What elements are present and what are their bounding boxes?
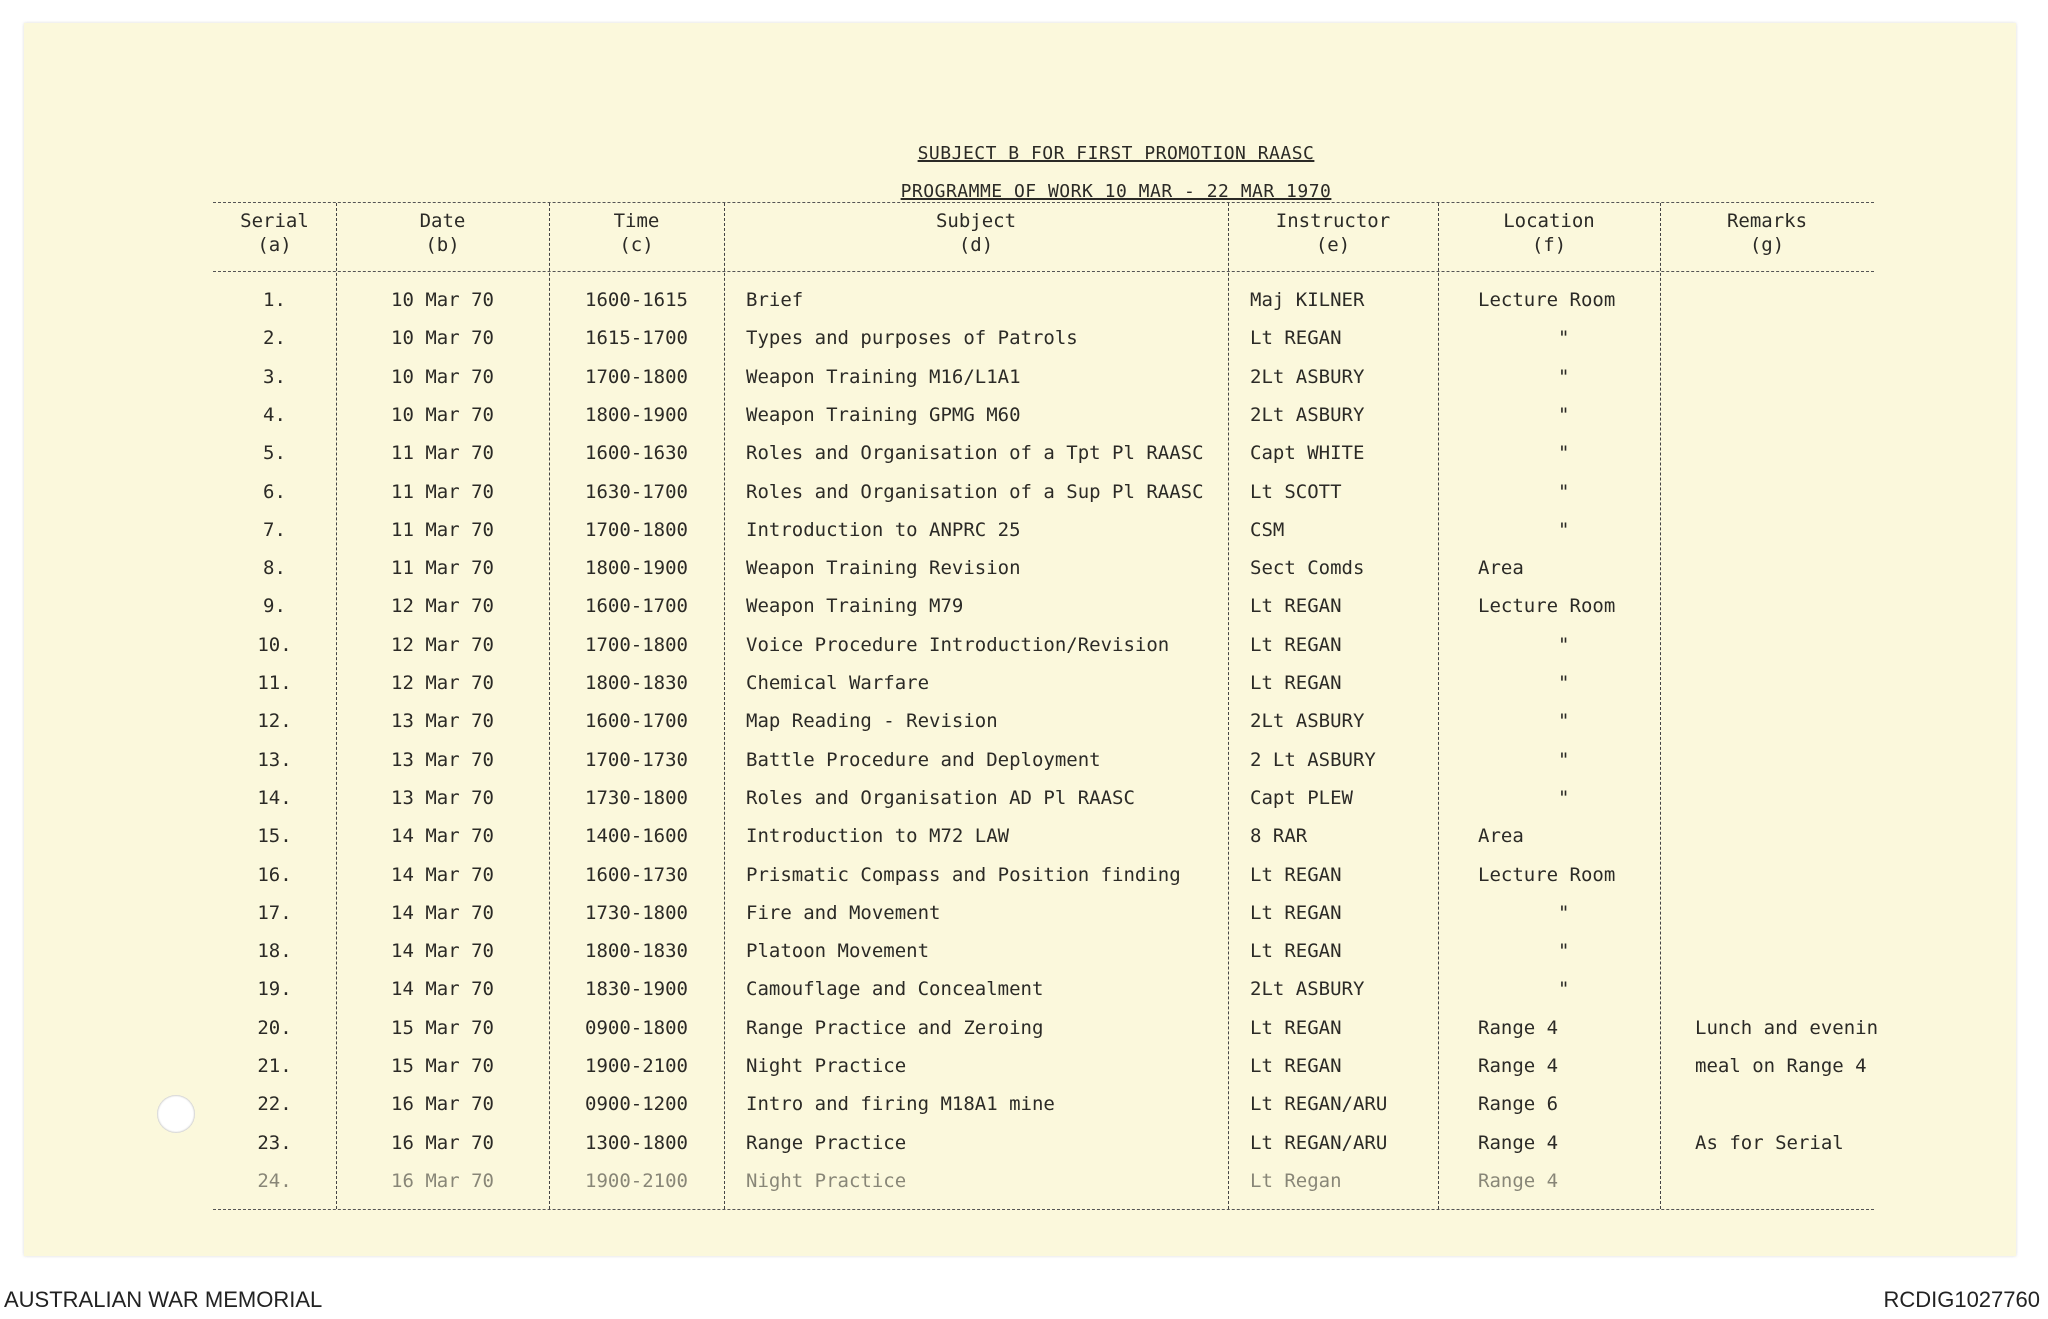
header-serial bbox=[213, 209, 336, 257]
table-row bbox=[213, 549, 1874, 587]
cell-location: Lecture Room bbox=[1478, 863, 1616, 886]
cell-location: " bbox=[1558, 327, 1570, 350]
cell-serial: 13. bbox=[257, 748, 292, 771]
cell-subject: Camouflage and Concealment bbox=[746, 978, 1044, 1001]
cell-subject: Roles and Organisation of a Tpt Pl RAASC bbox=[746, 442, 1204, 465]
cell-serial: 5. bbox=[263, 442, 286, 465]
cell-date: 14 Mar 70 bbox=[391, 940, 494, 963]
cell-serial: 18. bbox=[257, 940, 292, 963]
table-row bbox=[213, 434, 1874, 472]
cell-time: 1600-1700 bbox=[585, 595, 688, 618]
cell-location: Range 4 bbox=[1478, 1016, 1559, 1039]
header-sub: (b) bbox=[425, 234, 460, 256]
cell-subject: Night Practice bbox=[746, 1055, 907, 1077]
cell-location: " bbox=[1558, 672, 1570, 694]
cell-location: " bbox=[1558, 633, 1570, 656]
cell-subject: Roles and Organisation AD Pl RAASC bbox=[746, 786, 1135, 809]
cell-location: " bbox=[1558, 442, 1570, 465]
cell-instructor: Lt REGAN bbox=[1250, 672, 1342, 694]
cell-instructor: Capt WHITE bbox=[1250, 442, 1365, 465]
table-row bbox=[213, 1009, 1879, 1047]
document-title bbox=[120, 143, 2048, 164]
cell-location: Area bbox=[1478, 557, 1524, 580]
cell-time: 1600-1630 bbox=[585, 442, 688, 465]
header-date bbox=[336, 209, 549, 257]
table-row bbox=[213, 281, 1874, 319]
cell-serial: 24. bbox=[257, 1169, 292, 1192]
header-label: Remarks bbox=[1726, 210, 1808, 232]
cell-instructor: Lt REGAN bbox=[1250, 1055, 1342, 1077]
cell-subject: Roles and Organisation of a Sup Pl RAASC bbox=[746, 480, 1204, 503]
table-row bbox=[213, 856, 1874, 894]
cell-subject: Platoon Movement bbox=[746, 940, 930, 963]
table-row bbox=[213, 970, 1874, 1008]
cell-serial: 17. bbox=[257, 901, 292, 924]
programme-table bbox=[213, 202, 1879, 1210]
table-row bbox=[213, 817, 1874, 855]
cell-time: 1700-1800 bbox=[585, 633, 688, 656]
cell-location: Range 4 bbox=[1478, 1131, 1559, 1154]
cell-time: 1615-1700 bbox=[585, 327, 688, 350]
cell-location: " bbox=[1558, 403, 1570, 426]
header-label: Time bbox=[613, 210, 660, 232]
cell-location: " bbox=[1558, 748, 1570, 771]
footer-source: AUSTRALIAN WAR MEMORIAL bbox=[4, 1287, 323, 1312]
punch-hole bbox=[157, 1095, 195, 1133]
cell-subject: Introduction to ANPRC 25 bbox=[746, 518, 1021, 541]
table-row bbox=[213, 358, 1874, 396]
cell-subject: Introduction to M72 LAW bbox=[746, 825, 1010, 848]
cell-date: 12 Mar 70 bbox=[391, 672, 494, 694]
cell-location: " bbox=[1558, 518, 1570, 541]
header-remarks bbox=[1660, 209, 1874, 257]
subtitle-text: PROGRAMME OF WORK 10 MAR - 22 MAR 1970 bbox=[900, 181, 1332, 202]
cell-instructor: Lt REGAN bbox=[1250, 901, 1342, 924]
cell-location: Range 6 bbox=[1478, 1093, 1559, 1116]
cell-instructor: Lt REGAN bbox=[1250, 327, 1342, 350]
header-sub: (g) bbox=[1749, 234, 1785, 256]
header-label: Date bbox=[419, 210, 466, 232]
cell-time: 0900-1200 bbox=[585, 1093, 688, 1116]
cell-time: 1400-1600 bbox=[585, 825, 688, 848]
cell-date: 11 Mar 70 bbox=[391, 557, 494, 580]
cell-location: Lecture Room bbox=[1478, 289, 1616, 311]
cell-time: 1800-1900 bbox=[585, 557, 688, 580]
table-row bbox=[213, 626, 1874, 664]
cell-time: 1900-2100 bbox=[585, 1169, 688, 1192]
cell-location: Range 4 bbox=[1478, 1169, 1559, 1192]
cell-serial: 9. bbox=[263, 595, 286, 618]
cell-time: 1730-1800 bbox=[585, 786, 688, 809]
cell-date: 10 Mar 70 bbox=[391, 403, 494, 426]
cell-date: 15 Mar 70 bbox=[391, 1016, 494, 1039]
header-label: Location bbox=[1503, 210, 1595, 232]
cell-serial: 7. bbox=[263, 518, 286, 541]
cell-time: 1300-1800 bbox=[585, 1131, 688, 1154]
header-label: Serial bbox=[240, 210, 309, 232]
cell-subject: Night Practice bbox=[746, 1169, 907, 1192]
table-row bbox=[213, 1047, 1874, 1085]
table-row bbox=[213, 664, 1874, 702]
cell-instructor: Lt SCOTT bbox=[1250, 480, 1342, 503]
cell-instructor: Lt REGAN/ARU bbox=[1250, 1131, 1388, 1154]
table-row bbox=[213, 741, 1874, 779]
cell-time: 1730-1800 bbox=[585, 901, 688, 924]
title-text: SUBJECT B FOR FIRST PROMOTION RAASC bbox=[917, 143, 1315, 164]
cell-time: 1700-1800 bbox=[585, 365, 688, 388]
cell-subject: Voice Procedure Introduction/Revision bbox=[746, 633, 1170, 656]
cell-subject: Battle Procedure and Deployment bbox=[746, 748, 1101, 771]
cell-date: 14 Mar 70 bbox=[391, 901, 494, 924]
cell-location: " bbox=[1558, 480, 1570, 503]
cell-location: " bbox=[1558, 710, 1570, 733]
cell-instructor: 2 Lt ASBURY bbox=[1250, 748, 1376, 771]
cell-serial: 21. bbox=[257, 1055, 292, 1077]
cell-date: 13 Mar 70 bbox=[391, 786, 494, 809]
cell-location: " bbox=[1558, 940, 1570, 963]
cell-serial: 8. bbox=[263, 557, 286, 580]
cell-date: 16 Mar 70 bbox=[391, 1131, 494, 1154]
cell-date: 12 Mar 70 bbox=[391, 595, 494, 618]
header-sub: (d) bbox=[958, 234, 994, 256]
cell-remarks: Lunch and evenin bbox=[1695, 1016, 1879, 1039]
cell-date: 13 Mar 70 bbox=[391, 710, 494, 733]
cell-subject: Brief bbox=[746, 289, 804, 311]
cell-serial: 19. bbox=[257, 978, 292, 1001]
cell-subject: Weapon Training GPMG M60 bbox=[746, 403, 1021, 426]
cell-time: 1800-1830 bbox=[585, 940, 688, 963]
cell-serial: 11. bbox=[257, 672, 292, 694]
header-label: Subject bbox=[935, 210, 1017, 232]
cell-date: 11 Mar 70 bbox=[391, 518, 494, 541]
header-location bbox=[1438, 209, 1660, 257]
document-subtitle bbox=[120, 181, 2048, 202]
header-sub: (c) bbox=[619, 234, 654, 256]
cell-time: 1630-1700 bbox=[585, 480, 688, 503]
cell-serial: 2. bbox=[263, 327, 286, 350]
cell-time: 0900-1800 bbox=[585, 1016, 688, 1039]
cell-instructor: Lt REGAN bbox=[1250, 595, 1342, 618]
cell-location: " bbox=[1558, 978, 1570, 1001]
header-sub: (f) bbox=[1531, 234, 1567, 256]
cell-serial: 22. bbox=[257, 1093, 292, 1116]
cell-serial: 15. bbox=[257, 825, 292, 848]
cell-location: Range 4 bbox=[1478, 1055, 1559, 1077]
header-label: Instructor bbox=[1275, 210, 1391, 232]
cell-subject: Weapon Training M16/L1A1 bbox=[746, 365, 1021, 388]
cell-time: 1700-1730 bbox=[585, 748, 688, 771]
cell-date: 14 Mar 70 bbox=[391, 825, 494, 848]
header-sub: (a) bbox=[257, 234, 292, 256]
cell-instructor: 2Lt ASBURY bbox=[1250, 365, 1365, 388]
header-sub: (e) bbox=[1315, 234, 1351, 256]
table-row bbox=[213, 319, 1874, 357]
cell-instructor: Sect Comds bbox=[1250, 557, 1365, 580]
cell-instructor: 2Lt ASBURY bbox=[1250, 710, 1365, 733]
cell-instructor: Lt REGAN bbox=[1250, 940, 1342, 963]
cell-date: 12 Mar 70 bbox=[391, 633, 494, 656]
cell-date: 14 Mar 70 bbox=[391, 978, 494, 1001]
cell-subject: Prismatic Compass and Position finding bbox=[746, 863, 1181, 886]
table-row bbox=[213, 1085, 1874, 1123]
cell-serial: 1. bbox=[263, 289, 286, 311]
cell-location: Lecture Room bbox=[1478, 595, 1616, 618]
cell-time: 1600-1700 bbox=[585, 710, 688, 733]
table-row bbox=[213, 473, 1874, 511]
table-row bbox=[213, 932, 1874, 970]
cell-subject: Weapon Training Revision bbox=[746, 557, 1021, 580]
cell-serial: 12. bbox=[257, 710, 292, 733]
cell-subject: Map Reading - Revision bbox=[746, 710, 998, 733]
cell-subject: Intro and firing M18A1 mine bbox=[746, 1093, 1055, 1116]
cell-instructor: Maj KILNER bbox=[1250, 289, 1365, 311]
cell-location: Area bbox=[1478, 825, 1524, 848]
cell-time: 1800-1900 bbox=[585, 403, 688, 426]
cell-instructor: Lt REGAN/ARU bbox=[1250, 1093, 1388, 1116]
cell-date: 14 Mar 70 bbox=[391, 863, 494, 886]
cell-location: " bbox=[1558, 365, 1570, 388]
cell-date: 16 Mar 70 bbox=[391, 1169, 494, 1192]
table-row bbox=[213, 894, 1874, 932]
cell-instructor: Lt Regan bbox=[1250, 1169, 1342, 1192]
cell-date: 16 Mar 70 bbox=[391, 1093, 494, 1116]
cell-serial: 4. bbox=[263, 403, 286, 426]
table-row bbox=[213, 396, 1874, 434]
table-row bbox=[213, 587, 1874, 625]
cell-date: 15 Mar 70 bbox=[391, 1055, 494, 1077]
cell-instructor: Lt REGAN bbox=[1250, 1016, 1342, 1039]
cell-serial: 3. bbox=[263, 365, 286, 388]
cell-date: 11 Mar 70 bbox=[391, 442, 494, 465]
cell-serial: 23. bbox=[257, 1131, 292, 1154]
cell-subject: Chemical Warfare bbox=[746, 672, 930, 694]
cell-instructor: Capt PLEW bbox=[1250, 786, 1353, 809]
cell-serial: 16. bbox=[257, 863, 292, 886]
header-instructor bbox=[1228, 209, 1438, 257]
cell-instructor: Lt REGAN bbox=[1250, 863, 1342, 886]
cell-time: 1800-1830 bbox=[585, 672, 688, 694]
cell-serial: 14. bbox=[257, 786, 292, 809]
header-subject bbox=[724, 209, 1228, 257]
cell-subject: Fire and Movement bbox=[746, 901, 941, 924]
header-time bbox=[549, 209, 724, 257]
cell-date: 10 Mar 70 bbox=[391, 365, 494, 388]
cell-subject: Range Practice and Zeroing bbox=[746, 1016, 1044, 1039]
cell-serial: 6. bbox=[263, 480, 286, 503]
cell-location: " bbox=[1558, 901, 1570, 924]
cell-serial: 20. bbox=[257, 1016, 292, 1039]
cell-instructor: 2Lt ASBURY bbox=[1250, 403, 1365, 426]
cell-subject: Range Practice bbox=[746, 1131, 907, 1154]
cell-time: 1830-1900 bbox=[585, 978, 688, 1001]
footer-id: RCDIG1027760 bbox=[1883, 1287, 2040, 1312]
cell-date: 10 Mar 70 bbox=[391, 289, 494, 311]
cell-time: 1700-1800 bbox=[585, 518, 688, 541]
cell-subject: Weapon Training M79 bbox=[746, 595, 964, 618]
cell-remarks: meal on Range 4 bbox=[1695, 1055, 1867, 1077]
cell-time: 1600-1730 bbox=[585, 863, 688, 886]
cell-serial: 10. bbox=[257, 633, 292, 656]
table-row bbox=[213, 511, 1874, 549]
table-row bbox=[213, 1124, 1874, 1162]
cell-time: 1600-1615 bbox=[585, 289, 688, 311]
cell-location: " bbox=[1558, 786, 1570, 809]
cell-instructor: CSM bbox=[1250, 518, 1285, 541]
table-row bbox=[213, 1162, 1874, 1200]
cell-date: 10 Mar 70 bbox=[391, 327, 494, 350]
table-row bbox=[213, 779, 1874, 817]
cell-instructor: 8 RAR bbox=[1250, 825, 1308, 848]
table-header bbox=[213, 203, 1874, 272]
cell-date: 11 Mar 70 bbox=[391, 480, 494, 503]
cell-time: 1900-2100 bbox=[585, 1055, 688, 1077]
cell-instructor: Lt REGAN bbox=[1250, 633, 1342, 656]
cell-instructor: 2Lt ASBURY bbox=[1250, 978, 1365, 1001]
cell-remarks: As for Serial bbox=[1695, 1131, 1844, 1154]
cell-date: 13 Mar 70 bbox=[391, 748, 494, 771]
cell-subject: Types and purposes of Patrols bbox=[746, 327, 1078, 350]
table-row bbox=[213, 702, 1874, 740]
